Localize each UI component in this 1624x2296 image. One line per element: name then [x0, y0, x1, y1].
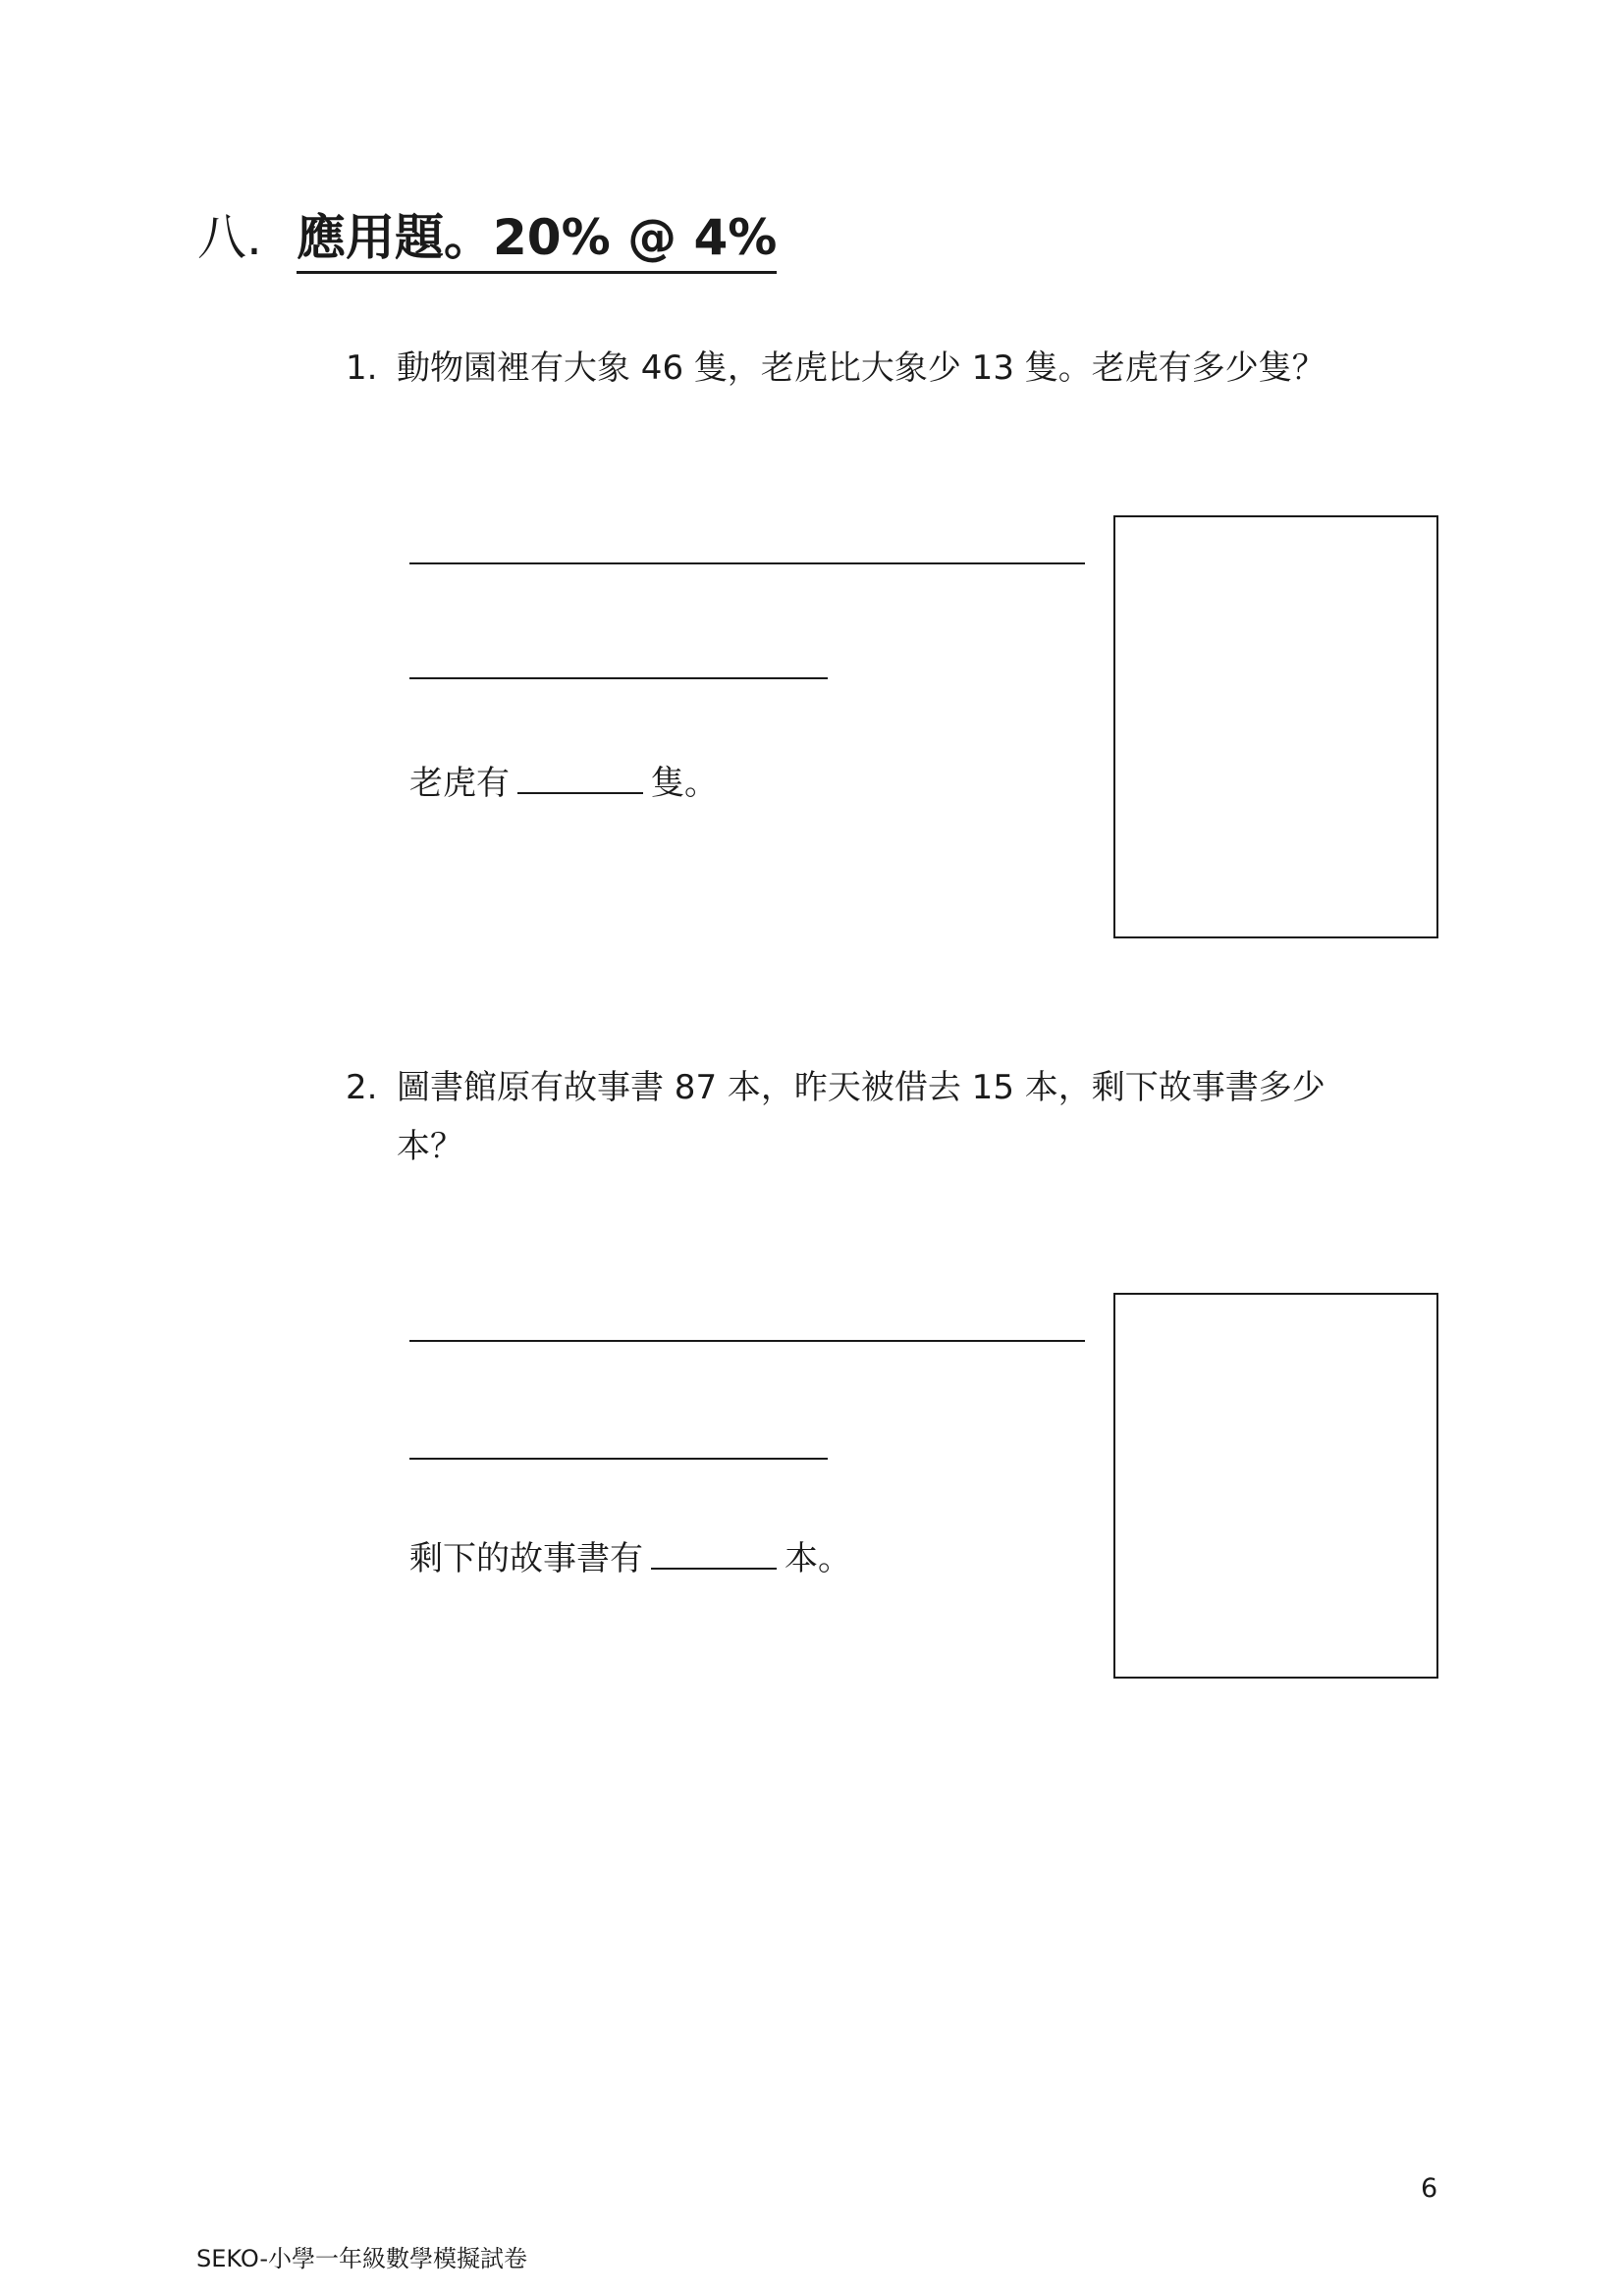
question-2-line-2: 本？ [397, 1127, 463, 1166]
question-2-answer-suffix: 本。 [785, 1539, 851, 1578]
question-1-text [346, 346, 1326, 391]
section-number: 八. [197, 209, 262, 266]
footer-text: SEKO-小學一年級數學模擬試卷 [196, 2245, 528, 2272]
question-1-answer-sentence [409, 761, 718, 806]
question-2-number: 2. [346, 1068, 378, 1107]
question-1-answer-box[interactable] [1113, 515, 1438, 938]
question-2-answer-box[interactable] [1113, 1293, 1438, 1679]
question-2-line-1: 圖書館原有故事書 87 本，昨天被借去 15 本，剩下故事書多少 [397, 1068, 1326, 1107]
section-title: 應用題。20% @ 4% [297, 206, 777, 274]
question-1-number: 1. [346, 348, 378, 388]
question-1-answer-blank[interactable] [517, 763, 643, 794]
question-2-working-line-1[interactable] [409, 1340, 1085, 1342]
page-number: 6 [1421, 2173, 1438, 2204]
question-2-answer-blank[interactable] [651, 1538, 777, 1570]
question-2-answer-prefix: 剩下的故事書有 [409, 1539, 643, 1578]
question-2-answer-sentence [409, 1536, 851, 1581]
question-2-text [346, 1065, 1326, 1110]
question-1-answer-prefix: 老虎有 [409, 764, 510, 803]
question-1-line-1: 動物園裡有大象 46 隻，老虎比大象少 13 隻。老虎有多少隻？ [397, 348, 1326, 388]
question-1-working-line-1[interactable] [409, 562, 1085, 564]
question-2-working-line-2[interactable] [409, 1458, 828, 1460]
question-1-answer-suffix: 隻。 [651, 764, 718, 803]
question-1-working-line-2[interactable] [409, 677, 828, 679]
